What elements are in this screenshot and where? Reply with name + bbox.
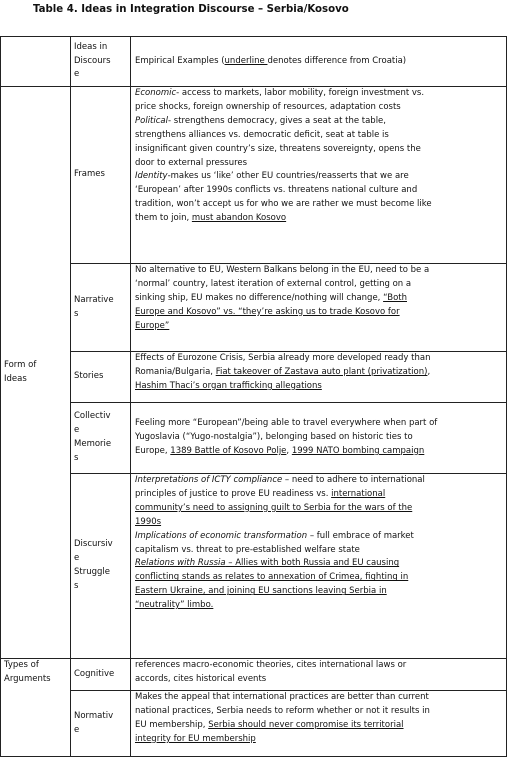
label-line: Discours [74,55,111,66]
example-text-segment: - strengthens democracy, gives a seat at the table, [168,115,386,126]
example-text-segment: door to external pressures [135,157,248,168]
example-line [135,502,503,516]
label-line: Narrative [74,294,114,305]
label-line: Stories [74,371,104,382]
example-text-segment: capitalism vs. threat to pre-established welfare state [135,544,360,555]
example-line [135,366,503,380]
header-examples-suffix: denotes difference from Croatia) [267,55,407,66]
example-line [135,320,503,334]
example-text-segment: – need to adhere to international [282,475,425,485]
table-title: Table 4. Ideas in Integration Discourse – Serbia/Kosovo [33,4,349,15]
example-line [135,719,503,733]
example-text-segment: Europe” [135,320,170,331]
example-text-segment: must abandon Kosovo [191,213,287,224]
example-line [135,431,503,445]
example-text-segment: integrity for EU membership [135,733,256,744]
example-text-segment: Europe, [135,445,171,456]
header-examples-prefix: Empirical Examples ( [135,55,225,66]
example-text-segment: sinking ship, EU makes no difference/nothing will change, [135,292,384,303]
example-line [135,516,503,530]
example-text-segment: Political [135,115,168,126]
example-text-segment: Feeling more “European”/being able to travel everywhere when part of [135,418,438,429]
example-line [135,733,503,747]
example-text-segment: Interpretations of ICTY compliance [135,475,283,485]
example-text-segment: price shocks, foreign ownership of resources, adaptation costs [135,101,401,112]
example-line [135,292,503,306]
label-line: Ideas in [74,41,108,52]
row-examples-struggles [131,474,507,659]
example-text-segment: Implications of economic transformation [135,530,308,541]
label-line: Memorie [74,439,112,449]
example-text-segment: Makes the appeal that international practices are better than current [135,692,429,702]
example-text-segment: accords, cites historical events [135,673,267,684]
label-line: e [74,69,80,80]
row-label-stories [71,352,131,403]
example-line [135,157,503,171]
table-row-memories [1,403,507,474]
label-line: Arguments [4,673,51,684]
label-line: Form of [4,359,37,370]
label-line: e [74,553,80,564]
example-line [135,445,503,459]
example-text-segment: Eastern Ukraine, and joining EU sanctions leaving Serbia in [135,586,387,597]
row-label-frames [71,87,131,264]
label-line: s [74,308,79,319]
example-text-segment: EU membership, [135,719,209,730]
example-text-segment: references macro-economic theories, cites international laws or [135,660,407,670]
example-line [135,659,503,673]
row-examples-normative [131,691,507,757]
label-line: Collectiv [74,411,111,422]
row-label-cognitive [71,659,131,691]
row-examples-cognitive [131,659,507,691]
label-line: s [74,452,79,463]
row-label-struggles [71,474,131,659]
example-text-segment: international [331,488,386,499]
example-text-segment: - access to markets, labor mobility, foreign investment vs. [176,88,425,98]
label-line: Cognitive [74,668,115,679]
example-line [135,198,503,212]
example-text-segment: – Allies with both Russia and EU causing [225,558,400,569]
example-line [135,673,503,687]
example-line [135,184,503,198]
label-line: Frames [74,169,105,180]
row-label-memories [71,403,131,474]
example-text-segment: , [286,445,292,456]
table-row-struggles [1,474,507,659]
example-text-segment: Fiat takeover of Zastava auto plant (privatization) [215,366,428,377]
example-line [135,488,503,502]
example-line [135,115,503,129]
label-line: Discursiv [74,539,113,550]
example-line [135,170,503,184]
example-line [135,352,503,366]
example-text-segment: tradition, won’t accept us for who we are rather we must become like [135,199,432,210]
example-text-segment: principles of justice to prove EU readiness vs. [135,488,332,499]
table-row-normative [1,691,507,757]
table-row-stories [1,352,507,403]
row-examples-stories [131,352,507,403]
example-text-segment: 1389 Battle of Kosovo Polje [170,445,287,456]
example-line [135,557,503,571]
label-line: e [74,425,80,436]
example-text-segment: ‘normal’ country, latest iteration of external control, getting on a [135,278,412,289]
table-row-cognitive [1,659,507,691]
example-text-segment: 1999 NATO bombing campaign [291,445,425,456]
example-line [135,380,503,394]
example-line [135,544,503,558]
example-line [135,129,503,143]
table-row-frames [1,87,507,264]
group-form-of-ideas [1,87,71,659]
example-text-segment: , [427,366,431,377]
row-examples-frames [131,87,507,264]
label-line: Ideas [4,373,27,384]
example-text-segment: conflicting stands as relates to annexation of Crimea, fighting in [135,572,409,583]
example-line [135,143,503,157]
example-line [135,585,503,599]
example-line [135,264,503,278]
example-text-segment: Romania/Bulgaria, [135,366,216,377]
example-line [135,705,503,719]
row-examples-memories [131,403,507,474]
row-label-narratives [71,264,131,352]
row-examples-narratives [131,264,507,352]
header-ideas-cell [71,37,131,87]
example-text-segment: -makes us ‘like’ other EU countries/reasserts that we are [167,171,409,182]
example-text-segment: “Both [383,292,407,303]
example-line [135,87,503,101]
group-types-of-arguments [1,659,71,757]
example-text-segment: Serbia should never compromise its territorial [208,719,404,730]
label-line: e [74,724,80,735]
example-text-segment: them to join, [135,213,192,224]
example-text-segment: No alternative to EU, Western Balkans belong in the EU, need to be a [135,265,430,275]
example-line [135,306,503,320]
example-text-segment: Effects of Eurozone Crisis, Serbia already more developed ready than [135,353,431,363]
example-text-segment: Hashim Thaci’s organ trafficking allegations [135,380,322,391]
example-text-segment: 1990s [135,516,162,527]
example-text-segment: Relations with Russia [135,558,226,569]
example-text-segment: Identity [135,171,168,182]
example-text-segment: community’s need to assigning guilt to Serbia for the wars of the [135,502,413,513]
example-text-segment: Yugoslavia (“Yugo-nostalgia”), belonging based on historic ties to [135,432,413,443]
example-line [135,417,503,431]
example-line [135,278,503,292]
example-text-segment: national practices, Serbia needs to reform whether or not it results in [135,705,430,716]
header-examples-cell [131,37,507,87]
label-line: Struggle [74,567,110,577]
label-line: Normativ [74,710,114,721]
example-line [135,101,503,115]
example-line [135,530,503,544]
table-header-row [1,37,507,87]
ideas-table [0,36,507,757]
example-line [135,599,503,613]
example-line [135,474,503,488]
example-text-segment: “neutrality” limbo. [135,600,214,611]
example-text-segment: – full embrace of market [307,530,414,541]
example-text-segment: ‘European’ after 1990s conflicts vs. threatens national culture and [135,185,418,196]
table-row-narratives [1,264,507,352]
label-line: Types of [4,660,39,670]
example-text-segment: Europe and Kosovo” vs. “they’re asking us to trade Kosovo for [135,306,400,317]
example-line [135,691,503,705]
header-underline-word: underline [224,55,268,66]
label-line: s [74,580,79,591]
example-line [135,571,503,585]
example-text-segment: Economic [135,88,177,98]
header-empty-cell [1,37,71,87]
row-label-normative [71,691,131,757]
example-line [135,212,503,226]
example-text-segment: strengthens alliances vs. democratic deficit, seat at table is [135,129,389,140]
example-text-segment: insignificant given country’s size, threatens sovereignty, opens the [135,143,421,154]
